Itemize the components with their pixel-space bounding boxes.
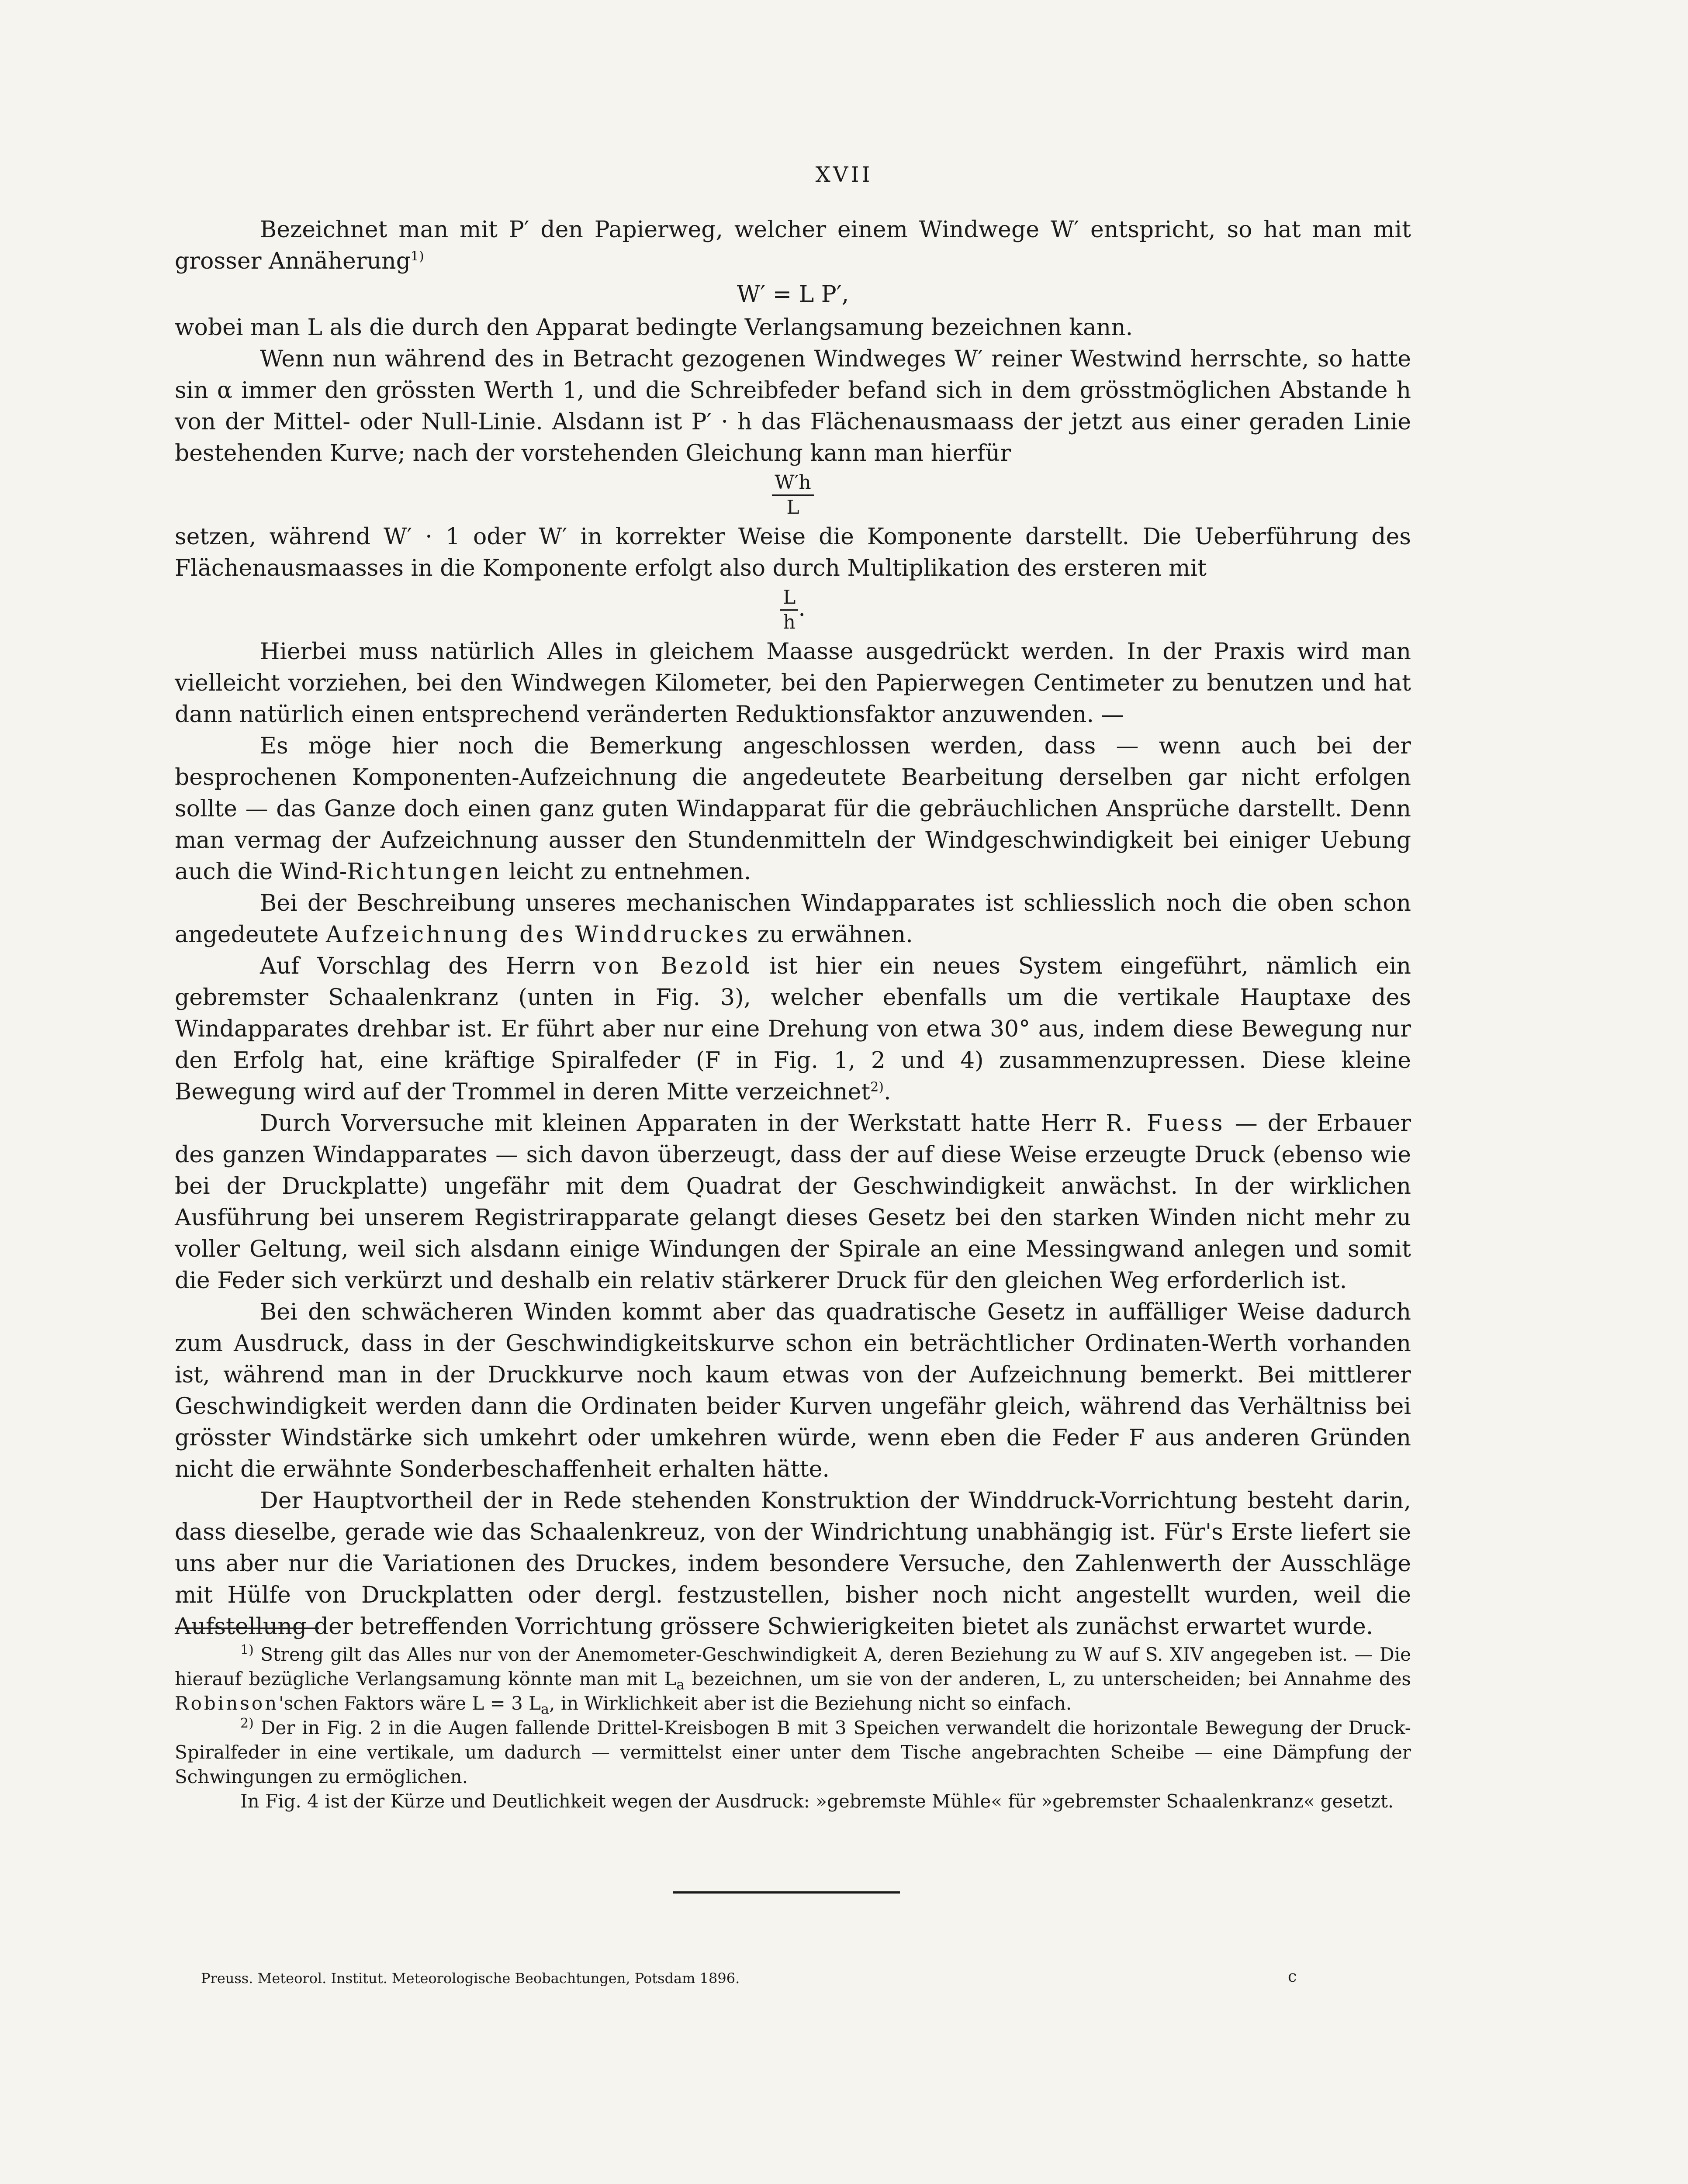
body-text xyxy=(175,214,1411,1642)
footnote-1-text-b: bezeichnen, um sie von der anderen, L, zu unterscheiden; bei Annahme des xyxy=(685,1668,1411,1690)
emphasis-richtungen: Richtungen xyxy=(347,859,502,885)
footnote-1-text: Streng gilt das Alles nur von der Anemometer-Geschwindigkeit A, deren Beziehung zu W auf S. XIV angegeben ist. — Die hierauf bezügliche Verlangsamung könnte man mit L xyxy=(175,1644,1411,1690)
footnote-1-subscript-2: a xyxy=(541,1700,550,1717)
paragraph-7-body: ist hier ein neues System eingeführt, nämlich ein gebremster Schaalenkranz (unten in Fig. 3), welcher ebenfalls um die vertikale Hauptaxe des Windapparates drehbar ist. Er führt aber nur eine Drehung von etwa 30° aus, indem diese Bewegung nur den Erfolg hat, eine kräftige Spiralfeder (F in Fig. 1, 2 und 4) zusammenzupressen. Diese kleine Bewegung wird auf der Trommel in deren Mitte verzeichnet xyxy=(175,953,1411,1105)
footnote-1 xyxy=(175,1642,1411,1716)
footnote-1-subscript: a xyxy=(676,1676,685,1693)
paragraph-7-text: Auf Vorschlag des Herrn xyxy=(260,953,593,979)
footnote-3: In Fig. 4 ist der Kürze und Deutlichkeit wegen der Ausdruck: »gebremste Mühle« für »gebremster Schaalenkranz« gesetzt. xyxy=(240,1790,1394,1812)
footnote-1-text-d: , in Wirklichkeit aber ist die Beziehung nicht so einfach. xyxy=(549,1693,1072,1714)
fraction-2-denominator: h xyxy=(783,611,796,633)
fraction-1-numerator: W′h xyxy=(772,471,814,496)
paragraph-8-body: — der Erbauer des ganzen Windapparates — sich davon überzeugt, dass der auf diese Weise erzeugte Druck (ebenso wie bei der Druckplatte) ungefähr mit dem Quadrat der Geschwindigkeit anwächst. In der wirklichen Ausführung bei unserem Registrirapparate gelangt dieses Gesetz bei den starken Winden nicht mehr zu voller Geltung, weil sich alsdann einige Windungen der Spirale an eine Messingwand anlegen und somit die Feder sich verkürzt und deshalb ein relativ stärkerer Druck für den gleichen Weg erforderlich ist. xyxy=(175,1110,1411,1294)
footnote-separator xyxy=(175,1628,319,1629)
emphasis-robinson: Robinson xyxy=(175,1693,279,1714)
closing-rule xyxy=(673,1891,900,1894)
paragraph-5-text: Es möge hier noch die Bemerkung angeschlossen werden, dass — wenn auch bei der besprochenen Komponenten-Aufzeichnung die angedeutete Bearbeitung derselben gar nicht erfolgen sollte — das Ganze doch einen ganz guten Windapparat für die gebräuchlichen Ansprüche darstellt. Denn man vermag der Aufzeichnung ausser den Stundenmitteln der Windgeschwindigkeit bei einiger Uebung auch die Wind- xyxy=(175,733,1411,885)
paragraph-6-text: Bei der Beschreibung unseres mechanischen Windapparates ist schliesslich noch die oben schon angedeutete xyxy=(175,890,1411,948)
footnotes xyxy=(175,1642,1411,1814)
publication-footer: Preuss. Meteorol. Institut. Meteorologische Beobachtungen, Potsdam 1896. xyxy=(201,1970,740,1987)
signature-mark: c xyxy=(1288,1968,1297,1986)
footnote-ref-2: 2) xyxy=(870,1079,884,1095)
page-number: XVII xyxy=(815,162,873,187)
paragraph-8 xyxy=(175,1108,1411,1296)
fraction-wh-over-l xyxy=(175,471,1411,519)
fraction-l-over-h xyxy=(175,586,1411,634)
paragraph-8-text: Durch Vorversuche mit kleinen Apparaten in der Werkstatt hatte Herr xyxy=(260,1110,1106,1137)
paragraph-6-end: zu erwähnen. xyxy=(750,922,913,948)
fraction-2-period: . xyxy=(798,595,806,622)
paragraph-5-end: leicht zu entnehmen. xyxy=(502,859,751,885)
fraction-1-denominator: L xyxy=(786,496,799,518)
paragraph-4: Hierbei muss natürlich Alles in gleichem Maasse ausgedrückt werden. In der Praxis wird man vielleicht vorziehen, bei den Windwegen Kilometer, bei den Papierwegen Centimeter zu benutzen und hat dann natürlich einen entsprechend veränderten Reduktionsfaktor anzuwenden. — xyxy=(175,639,1411,728)
emphasis-von-bezold: von Bezold xyxy=(593,953,752,979)
footnote-1-mark: 1) xyxy=(240,1642,254,1658)
paragraph-2: Wenn nun während des in Betracht gezogenen Windweges W′ reiner Westwind herrschte, so hatte sin α immer den grössten Werth 1, und die Schreibfeder befand sich in dem grösstmöglichen Abstande h von der Mittel- oder Null-Linie. Alsdann ist P′ · h das Flächenausmaass der jetzt aus einer geraden Linie bestehenden Kurve; nach der vorstehenden Gleichung kann man hierfür xyxy=(175,346,1411,467)
paragraph-1 xyxy=(175,214,1411,277)
footnote-1-text-c: 'schen Faktors wäre L = 3 L xyxy=(279,1693,541,1714)
equation-w-lp: W′ = L P′, xyxy=(737,281,849,308)
paragraph-7 xyxy=(175,950,1411,1108)
footnote-ref-1: 1) xyxy=(410,249,424,264)
fraction-2-numerator: L xyxy=(780,586,798,611)
paragraph-9: Bei den schwächeren Winden kommt aber das quadratische Gesetz in auffälliger Weise dadurch zum Ausdruck, dass in der Geschwindigkeitskurve schon ein beträchtlicher Ordinaten-Werth vorhanden ist, während man in der Druckkurve noch kaum etwas von der Aufzeichnung bemerkt. Bei mittlerer Geschwindigkeit werden dann die Ordinaten beider Kurven ungefähr gleich, während das Verhältniss bei grösster Windstärke sich umkehrt oder umkehren würde, wenn eben die Feder F aus anderen Gründen nicht die erwähnte Sonderbeschaffenheit erhalten hätte. xyxy=(175,1299,1411,1482)
paragraph-3: setzen, während W′ · 1 oder W′ in korrekter Weise die Komponente darstellt. Die Ueberführung des Flächenausmaasses in die Komponente erfolgt also durch Multiplikation des ersteren mit xyxy=(175,524,1411,581)
paragraph-1-continued: wobei man L als die durch den Apparat bedingte Verlangsamung bezeichnen kann. xyxy=(175,314,1133,341)
paragraph-5 xyxy=(175,730,1411,888)
paragraph-10: Der Hauptvortheil der in Rede stehenden Konstruktion der Winddruck-Vorrichtung besteht darin, dass dieselbe, gerade wie das Schaalenkreuz, von der Windrichtung unabhängig ist. Für's Erste liefert sie uns aber nur die Variationen des Druckes, indem besondere Versuche, den Zahlenwerth der Ausschläge mit Hülfe von Druckplatten oder dergl. festzustellen, bisher noch nicht angestellt wurden, weil die Aufstellung der betreffenden Vorrichtung grössere Schwierigkeiten bietet als zunächst erwartet wurde. xyxy=(175,1488,1411,1640)
footnote-2 xyxy=(175,1716,1411,1789)
emphasis-aufzeichnung: Aufzeichnung des Winddruckes xyxy=(325,922,750,948)
footnote-2-mark: 2) xyxy=(240,1716,254,1731)
emphasis-fuess: R. Fuess xyxy=(1106,1110,1225,1137)
paragraph-7-end: . xyxy=(884,1079,891,1105)
footnote-2-text: Der in Fig. 2 in die Augen fallende Drittel-Kreisbogen B mit 3 Speichen verwandelt die horizontale Bewegung der Druck-Spiralfeder in eine vertikale, um dadurch — vermittelst einer unter dem Tische angebrachten Scheibe — eine Dämpfung der Schwingungen zu ermöglichen. xyxy=(175,1717,1411,1787)
paragraph-6 xyxy=(175,888,1411,950)
paragraph-1-text: Bezeichnet man mit P′ den Papierweg, welcher einem Windwege W′ entspricht, so hat man mit grosser Annäherung xyxy=(175,217,1411,274)
